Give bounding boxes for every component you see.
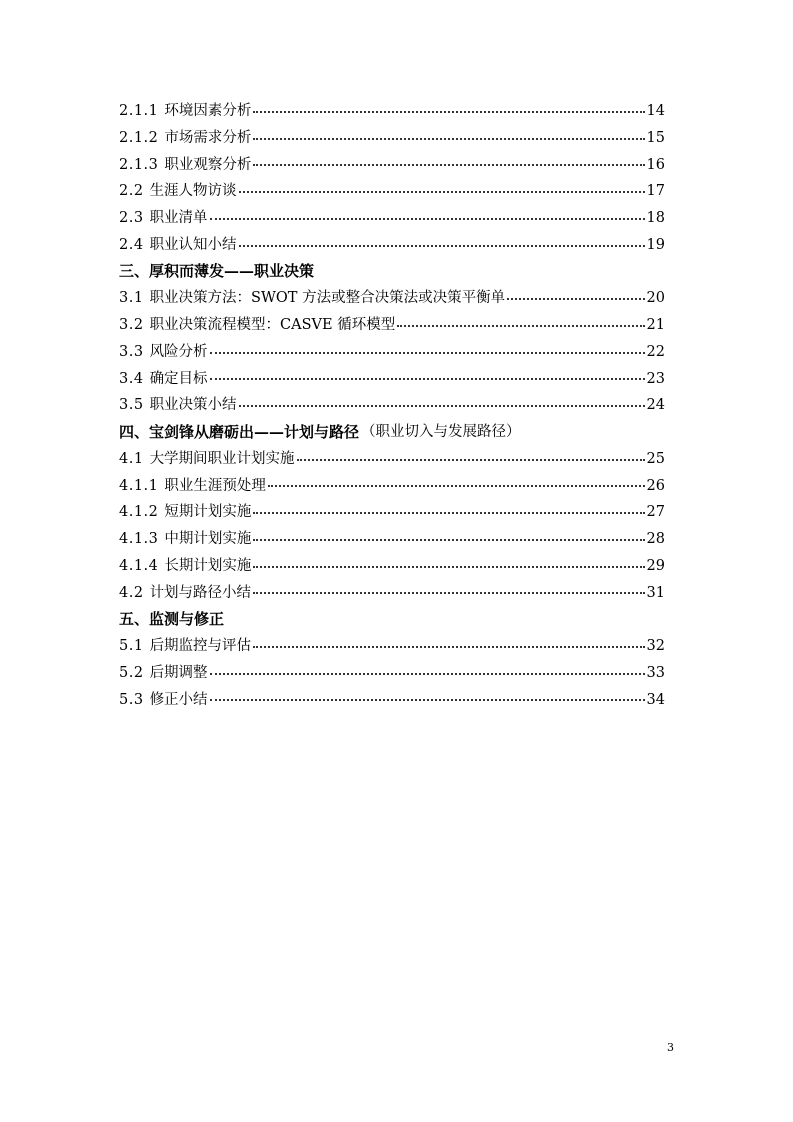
toc-entry-title: 后期调整 bbox=[149, 664, 208, 681]
dot-leader bbox=[210, 672, 645, 675]
toc-entry-number: 4.1.3 bbox=[119, 531, 159, 548]
toc-entry-title: 职业决策小结 bbox=[149, 397, 237, 414]
toc-entry-title: 市场需求分析 bbox=[164, 129, 252, 146]
toc-entry[interactable] bbox=[119, 232, 665, 259]
toc-entry-title: 职业观察分析 bbox=[164, 156, 252, 173]
toc-entry-number: 2.1.2 bbox=[119, 129, 159, 146]
toc-entry-page-number: 31 bbox=[646, 584, 665, 601]
dot-leader bbox=[268, 484, 645, 487]
toc-heading-subtitle: （职业切入与发展路径） bbox=[361, 424, 521, 441]
dot-leader bbox=[210, 217, 645, 220]
toc-entry-title: 确定目标 bbox=[149, 370, 208, 387]
toc-entry-number: 4.1.4 bbox=[119, 557, 159, 574]
table-of-contents bbox=[119, 98, 665, 713]
toc-entry-number: 5.2 bbox=[119, 664, 144, 681]
dot-leader bbox=[253, 591, 644, 594]
toc-entry-page-number: 19 bbox=[646, 236, 665, 253]
dot-leader bbox=[253, 110, 644, 113]
toc-entry-number: 4.1 bbox=[119, 450, 144, 467]
dot-leader bbox=[297, 458, 645, 461]
toc-entry[interactable] bbox=[119, 687, 665, 714]
toc-entry[interactable] bbox=[119, 526, 665, 553]
toc-entry-title: 修正小结 bbox=[149, 691, 208, 708]
toc-entry-title: 职业认知小结 bbox=[149, 236, 237, 253]
toc-entry-page-number: 28 bbox=[646, 531, 665, 548]
toc-entry-page-number: 25 bbox=[646, 450, 665, 467]
toc-entry-title: 风险分析 bbox=[149, 343, 208, 360]
toc-entry[interactable] bbox=[119, 553, 665, 580]
toc-entry[interactable] bbox=[119, 580, 665, 607]
toc-entry-page-number: 23 bbox=[646, 370, 665, 387]
toc-entry-page-number: 14 bbox=[646, 103, 665, 120]
toc-entry-title: 生涯人物访谈 bbox=[149, 183, 237, 200]
toc-entry-number: 3.2 bbox=[119, 317, 144, 334]
toc-heading-title: 三、厚积而薄发——职业决策 bbox=[119, 262, 315, 281]
dot-leader bbox=[253, 645, 644, 648]
toc-entry-page-number: 33 bbox=[646, 664, 665, 681]
toc-entry-page-number: 22 bbox=[646, 343, 665, 360]
toc-entry-number: 2.3 bbox=[119, 210, 144, 227]
toc-entry-title: 职业生涯预处理 bbox=[164, 477, 266, 494]
toc-entry-number: 5.3 bbox=[119, 691, 144, 708]
toc-entry[interactable] bbox=[119, 473, 665, 500]
dot-leader bbox=[239, 244, 645, 247]
toc-entry-page-number: 34 bbox=[646, 691, 665, 708]
toc-entry-number: 2.1.1 bbox=[119, 103, 159, 120]
toc-entry[interactable] bbox=[119, 98, 665, 125]
toc-entry-page-number: 29 bbox=[646, 557, 665, 574]
toc-entry-number: 3.5 bbox=[119, 397, 144, 414]
dot-leader bbox=[210, 698, 645, 701]
toc-entry[interactable] bbox=[119, 285, 665, 312]
toc-entry[interactable] bbox=[119, 125, 665, 152]
toc-entry-title: 职业决策流程模型：CASVE 循环模型 bbox=[149, 317, 396, 334]
toc-entry-number: 3.3 bbox=[119, 343, 144, 360]
toc-entry-title: 短期计划实施 bbox=[164, 504, 252, 521]
toc-entry-page-number: 17 bbox=[646, 183, 665, 200]
dot-leader bbox=[253, 137, 644, 140]
toc-entry-title: 后期监控与评估 bbox=[149, 638, 252, 655]
toc-entry[interactable] bbox=[119, 446, 665, 473]
toc-entry-number: 4.1.1 bbox=[119, 477, 159, 494]
toc-entry-page-number: 20 bbox=[646, 290, 665, 307]
dot-leader bbox=[253, 511, 644, 514]
toc-entry-number: 2.1.3 bbox=[119, 156, 159, 173]
toc-entry-number: 4.1.2 bbox=[119, 504, 159, 521]
toc-entry-title: 大学期间职业计划实施 bbox=[149, 450, 295, 467]
toc-entry[interactable] bbox=[119, 366, 665, 393]
toc-entry[interactable] bbox=[119, 312, 665, 339]
toc-entry-page-number: 16 bbox=[646, 156, 665, 173]
dot-leader bbox=[397, 324, 644, 327]
page-number: 3 bbox=[667, 1041, 674, 1054]
toc-entry[interactable] bbox=[119, 205, 665, 232]
toc-entry-number: 5.1 bbox=[119, 638, 144, 655]
dot-leader bbox=[507, 297, 644, 300]
toc-entry-page-number: 26 bbox=[646, 477, 665, 494]
dot-leader bbox=[239, 190, 645, 193]
toc-entry-page-number: 18 bbox=[646, 210, 665, 227]
toc-entry-page-number: 15 bbox=[646, 129, 665, 146]
toc-entry[interactable] bbox=[119, 499, 665, 526]
toc-entry-page-number: 32 bbox=[646, 638, 665, 655]
dot-leader bbox=[210, 377, 645, 380]
dot-leader bbox=[239, 404, 645, 407]
toc-entry-title: 中期计划实施 bbox=[164, 531, 252, 548]
toc-section-heading[interactable] bbox=[119, 606, 665, 633]
dot-leader bbox=[253, 538, 644, 541]
toc-entry-page-number: 24 bbox=[646, 397, 665, 414]
toc-entry-number: 3.1 bbox=[119, 290, 144, 307]
toc-entry-title: 职业清单 bbox=[149, 210, 208, 227]
toc-entry-number: 2.2 bbox=[119, 183, 144, 200]
toc-entry-number: 3.4 bbox=[119, 370, 144, 387]
toc-entry[interactable] bbox=[119, 660, 665, 687]
toc-entry[interactable] bbox=[119, 178, 665, 205]
toc-heading-title: 四、宝剑锋从磨砺出——计划与路径 bbox=[119, 422, 360, 441]
toc-section-heading[interactable] bbox=[119, 419, 665, 446]
toc-entry-page-number: 21 bbox=[646, 317, 665, 334]
toc-entry-title: 长期计划实施 bbox=[164, 557, 252, 574]
toc-entry-title: 职业决策方法：SWOT 方法或整合决策法或决策平衡单 bbox=[149, 290, 506, 307]
dot-leader bbox=[210, 351, 645, 354]
toc-entry-title: 计划与路径小结 bbox=[149, 584, 252, 601]
toc-entry[interactable] bbox=[119, 339, 665, 366]
toc-entry-number: 4.2 bbox=[119, 584, 144, 601]
toc-heading-title: 五、监测与修正 bbox=[119, 610, 225, 629]
toc-entry[interactable] bbox=[119, 152, 665, 179]
toc-entry-page-number: 27 bbox=[646, 504, 665, 521]
dot-leader bbox=[253, 163, 644, 166]
toc-entry[interactable] bbox=[119, 392, 665, 419]
toc-entry-number: 2.4 bbox=[119, 236, 144, 253]
toc-entry[interactable] bbox=[119, 633, 665, 660]
dot-leader bbox=[253, 565, 644, 568]
toc-entry-title: 环境因素分析 bbox=[164, 103, 252, 120]
toc-section-heading[interactable] bbox=[119, 259, 665, 286]
